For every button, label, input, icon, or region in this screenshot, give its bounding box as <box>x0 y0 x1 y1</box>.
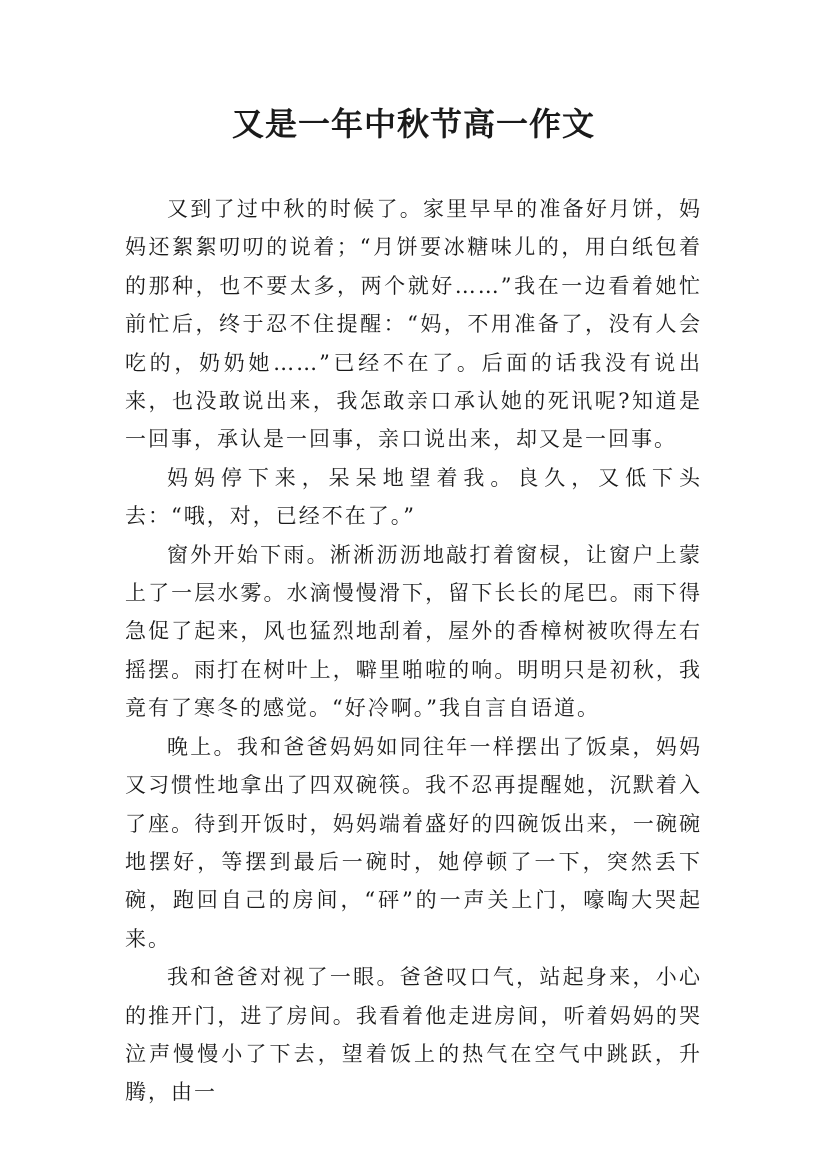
paragraph: 窗外开始下雨。淅淅沥沥地敲打着窗棂，让窗户上蒙上了一层水雾。水滴慢慢滑下，留下长长的尾巴。雨下得急促了起来，风也猛烈地刮着，屋外的香樟树被吹得左右摇摆。雨打在树叶上，噼里啪啦的响。明明只是初秋，我竟有了寒冬的感觉。“好冷啊。”我自言自语道。 <box>125 542 702 721</box>
paragraph: 妈妈停下来，呆呆地望着我。良久，又低下头去：“哦，对，已经不在了。” <box>125 465 702 529</box>
document-body <box>125 190 702 1112</box>
paragraph: 晚上。我和爸爸妈妈如同往年一样摆出了饭桌，妈妈又习惯性地拿出了四双碗筷。我不忍再提醒她，沉默着入了座。待到开饭时，妈妈端着盛好的四碗饭出来，一碗碗地摆好，等摆到最后一碗时，她停顿了一下，突然丢下碗，跑回自己的房间，“砰”的一声关上门，嚎啕大哭起来。 <box>125 734 702 951</box>
paragraph: 我和爸爸对视了一眼。爸爸叹口气，站起身来，小心的推开门，进了房间。我看着他走进房间，听着妈妈的哭泣声慢慢小了下去，望着饭上的热气在空气中跳跃，升腾，由一 <box>125 965 702 1105</box>
document-title: 又是一年中秋节高一作文 <box>231 105 595 143</box>
paragraph: 又到了过中秋的时候了。家里早早的准备好月饼，妈妈还絮絮叨叨的说着；“月饼要冰糖味儿的，用白纸包着的那种，也不要太多，两个就好……”我在一边看着她忙前忙后，终于忍不住提醒：“妈，不用准备了，没有人会吃的，奶奶她……”已经不在了。后面的话我没有说出来，也没敢说出来，我怎敢亲口承认她的死讯呢?知道是一回事，承认是一回事，亲口说出来，却又是一回事。 <box>125 197 702 452</box>
